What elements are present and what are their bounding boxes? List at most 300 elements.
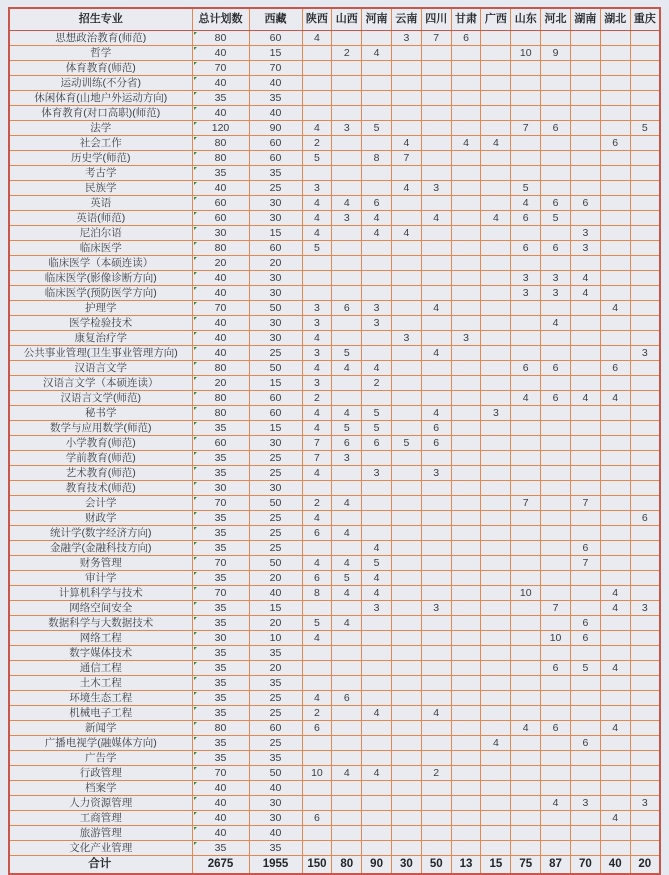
value-cell (302, 256, 332, 271)
value-cell (511, 151, 541, 166)
value-cell (481, 256, 511, 271)
total-value-cell: 30 (391, 856, 421, 875)
value-cell (362, 811, 392, 826)
value-cell (570, 211, 600, 226)
value-cell (630, 571, 660, 586)
value-cell (332, 721, 362, 736)
value-cell: 6 (302, 571, 332, 586)
value-cell (481, 31, 511, 46)
value-cell (421, 316, 451, 331)
value-cell (630, 646, 660, 661)
value-cell (630, 211, 660, 226)
table-row (9, 646, 660, 661)
value-cell (451, 601, 481, 616)
value-cell (541, 91, 571, 106)
value-cell: 4 (302, 421, 332, 436)
value-cell: 35 (192, 841, 249, 856)
value-cell (511, 706, 541, 721)
value-cell (332, 151, 362, 166)
value-cell (421, 721, 451, 736)
value-cell (421, 106, 451, 121)
value-cell (511, 766, 541, 781)
value-cell: 30 (249, 481, 302, 496)
value-cell (600, 571, 630, 586)
value-cell (541, 556, 571, 571)
value-cell: 5 (391, 436, 421, 451)
value-cell: 2 (302, 706, 332, 721)
value-cell (421, 631, 451, 646)
value-cell (630, 301, 660, 316)
value-cell (451, 166, 481, 181)
value-cell: 40 (192, 106, 249, 121)
value-cell (511, 331, 541, 346)
value-cell (481, 286, 511, 301)
value-cell (600, 31, 630, 46)
value-cell (362, 61, 392, 76)
value-cell (302, 61, 332, 76)
value-cell (600, 526, 630, 541)
value-cell: 6 (421, 421, 451, 436)
value-cell (541, 541, 571, 556)
value-cell (302, 781, 332, 796)
value-cell: 4 (391, 226, 421, 241)
value-cell: 35 (249, 91, 302, 106)
value-cell (332, 841, 362, 856)
table-row (9, 391, 660, 406)
value-cell: 30 (249, 796, 302, 811)
column-header: 西藏 (249, 8, 302, 31)
value-cell (630, 826, 660, 841)
value-cell: 35 (192, 706, 249, 721)
value-cell: 4 (362, 226, 392, 241)
value-cell (391, 286, 421, 301)
value-cell: 6 (541, 391, 571, 406)
value-cell (570, 451, 600, 466)
major-name-cell: 临床医学 (9, 241, 192, 256)
value-cell: 80 (192, 391, 249, 406)
value-cell (451, 181, 481, 196)
value-cell: 30 (249, 811, 302, 826)
value-cell (600, 646, 630, 661)
major-name-cell: 土木工程 (9, 676, 192, 691)
column-header: 陕西 (302, 8, 332, 31)
value-cell (451, 151, 481, 166)
value-cell (511, 526, 541, 541)
total-value-cell: 150 (302, 856, 332, 875)
value-cell (630, 196, 660, 211)
value-cell (421, 151, 451, 166)
value-cell (570, 91, 600, 106)
value-cell (481, 391, 511, 406)
major-name-cell: 网络空间安全 (9, 601, 192, 616)
value-cell (421, 46, 451, 61)
value-cell (511, 841, 541, 856)
value-cell: 40 (249, 826, 302, 841)
value-cell (481, 691, 511, 706)
value-cell (481, 451, 511, 466)
value-cell (511, 661, 541, 676)
value-cell (391, 316, 421, 331)
major-name-cell: 医学检验技术 (9, 316, 192, 331)
value-cell (302, 541, 332, 556)
value-cell: 10 (249, 631, 302, 646)
value-cell (332, 466, 362, 481)
value-cell: 15 (249, 226, 302, 241)
value-cell: 4 (302, 211, 332, 226)
value-cell (541, 736, 571, 751)
table-row (9, 181, 660, 196)
value-cell (630, 706, 660, 721)
value-cell: 20 (192, 376, 249, 391)
value-cell (481, 121, 511, 136)
value-cell (600, 541, 630, 556)
value-cell (630, 241, 660, 256)
value-cell (630, 751, 660, 766)
value-cell (302, 841, 332, 856)
major-name-cell: 教育技术(师范) (9, 481, 192, 496)
major-name-cell: 运动训练(不分省) (9, 76, 192, 91)
value-cell (481, 496, 511, 511)
value-cell: 25 (249, 451, 302, 466)
value-cell (391, 766, 421, 781)
value-cell (451, 391, 481, 406)
value-cell (362, 76, 392, 91)
value-cell (332, 181, 362, 196)
value-cell (391, 166, 421, 181)
value-cell (451, 691, 481, 706)
value-cell: 3 (391, 331, 421, 346)
major-name-cell: 尼泊尔语 (9, 226, 192, 241)
value-cell (570, 706, 600, 721)
value-cell (302, 676, 332, 691)
value-cell (332, 271, 362, 286)
value-cell: 25 (249, 181, 302, 196)
value-cell (391, 691, 421, 706)
value-cell (481, 781, 511, 796)
column-header: 重庆 (630, 8, 660, 31)
value-cell (362, 286, 392, 301)
value-cell (600, 46, 630, 61)
value-cell (600, 316, 630, 331)
table-row (9, 91, 660, 106)
value-cell: 9 (541, 46, 571, 61)
value-cell (421, 241, 451, 256)
value-cell: 6 (362, 436, 392, 451)
value-cell: 6 (570, 616, 600, 631)
value-cell (600, 616, 630, 631)
value-cell (630, 316, 660, 331)
value-cell (421, 796, 451, 811)
value-cell: 30 (249, 271, 302, 286)
value-cell (302, 736, 332, 751)
value-cell (630, 106, 660, 121)
total-value-cell: 70 (570, 856, 600, 875)
value-cell (481, 76, 511, 91)
value-cell (332, 166, 362, 181)
value-cell: 2 (332, 46, 362, 61)
value-cell (570, 61, 600, 76)
value-cell (362, 616, 392, 631)
value-cell (362, 496, 392, 511)
value-cell (570, 346, 600, 361)
value-cell (332, 826, 362, 841)
value-cell (391, 361, 421, 376)
value-cell (511, 511, 541, 526)
major-name-cell: 金融学(金融科技方向) (9, 541, 192, 556)
value-cell (451, 556, 481, 571)
value-cell: 3 (302, 376, 332, 391)
value-cell (511, 571, 541, 586)
total-value-cell: 2675 (192, 856, 249, 875)
table-row (9, 796, 660, 811)
value-cell: 60 (192, 211, 249, 226)
value-cell: 2 (302, 136, 332, 151)
value-cell (451, 76, 481, 91)
value-cell (570, 601, 600, 616)
value-cell (391, 571, 421, 586)
major-name-cell: 新闻学 (9, 721, 192, 736)
value-cell (481, 91, 511, 106)
table-row (9, 376, 660, 391)
value-cell (600, 166, 630, 181)
value-cell: 20 (249, 661, 302, 676)
value-cell (332, 31, 362, 46)
major-name-cell: 广告学 (9, 751, 192, 766)
value-cell (332, 796, 362, 811)
value-cell (541, 106, 571, 121)
table-row (9, 751, 660, 766)
table-row (9, 151, 660, 166)
value-cell (451, 286, 481, 301)
value-cell: 4 (391, 181, 421, 196)
value-cell (391, 826, 421, 841)
value-cell (391, 106, 421, 121)
value-cell: 35 (192, 676, 249, 691)
value-cell: 6 (302, 811, 332, 826)
value-cell (481, 586, 511, 601)
value-cell (481, 751, 511, 766)
major-name-cell: 历史学(师范) (9, 151, 192, 166)
value-cell: 4 (362, 211, 392, 226)
value-cell: 6 (332, 691, 362, 706)
table-row (9, 241, 660, 256)
value-cell (511, 256, 541, 271)
value-cell: 4 (511, 391, 541, 406)
value-cell: 6 (511, 361, 541, 376)
value-cell (332, 541, 362, 556)
value-cell (451, 361, 481, 376)
value-cell (362, 346, 392, 361)
value-cell (451, 706, 481, 721)
value-cell: 4 (332, 196, 362, 211)
value-cell: 40 (192, 331, 249, 346)
value-cell: 6 (570, 736, 600, 751)
value-cell (630, 541, 660, 556)
major-name-cell: 临床医学(预防医学方向) (9, 286, 192, 301)
value-cell: 4 (302, 361, 332, 376)
value-cell: 50 (249, 301, 302, 316)
major-name-cell: 行政管理 (9, 766, 192, 781)
value-cell: 40 (192, 826, 249, 841)
value-cell (391, 631, 421, 646)
value-cell (362, 796, 392, 811)
major-name-cell: 档案学 (9, 781, 192, 796)
value-cell: 2 (421, 766, 451, 781)
table-body (9, 31, 660, 875)
value-cell (302, 91, 332, 106)
value-cell (630, 526, 660, 541)
value-cell (481, 631, 511, 646)
value-cell (362, 511, 392, 526)
major-name-cell: 环境生态工程 (9, 691, 192, 706)
value-cell (362, 826, 392, 841)
value-cell: 6 (332, 436, 362, 451)
value-cell (451, 226, 481, 241)
value-cell: 4 (600, 391, 630, 406)
value-cell (391, 406, 421, 421)
value-cell: 3 (362, 316, 392, 331)
value-cell: 25 (249, 346, 302, 361)
value-cell (600, 691, 630, 706)
value-cell (630, 406, 660, 421)
value-cell (570, 301, 600, 316)
value-cell (541, 766, 571, 781)
value-cell: 60 (249, 31, 302, 46)
value-cell: 6 (541, 361, 571, 376)
value-cell (451, 451, 481, 466)
value-cell (332, 676, 362, 691)
value-cell (541, 511, 571, 526)
value-cell: 4 (600, 721, 630, 736)
value-cell: 5 (511, 181, 541, 196)
value-cell (600, 736, 630, 751)
value-cell (541, 136, 571, 151)
value-cell (541, 331, 571, 346)
value-cell: 5 (630, 121, 660, 136)
value-cell: 40 (249, 586, 302, 601)
value-cell: 6 (541, 121, 571, 136)
value-cell (481, 376, 511, 391)
major-name-cell: 民族学 (9, 181, 192, 196)
value-cell (600, 751, 630, 766)
value-cell (421, 61, 451, 76)
value-cell: 35 (192, 511, 249, 526)
value-cell (570, 481, 600, 496)
value-cell (630, 676, 660, 691)
value-cell (391, 466, 421, 481)
value-cell (570, 766, 600, 781)
value-cell: 35 (192, 166, 249, 181)
value-cell (541, 436, 571, 451)
value-cell (332, 706, 362, 721)
value-cell: 3 (541, 286, 571, 301)
value-cell: 6 (570, 631, 600, 646)
value-cell (541, 421, 571, 436)
value-cell (421, 661, 451, 676)
column-header: 广西 (481, 8, 511, 31)
table-row (9, 691, 660, 706)
table-row (9, 451, 660, 466)
value-cell: 6 (541, 241, 571, 256)
value-cell (332, 781, 362, 796)
value-cell (511, 226, 541, 241)
value-cell: 5 (302, 616, 332, 631)
value-cell: 3 (421, 601, 451, 616)
enrollment-plan-table (8, 7, 661, 875)
table-row (9, 301, 660, 316)
value-cell (391, 61, 421, 76)
value-cell: 3 (332, 121, 362, 136)
value-cell (600, 331, 630, 346)
value-cell (570, 751, 600, 766)
value-cell: 7 (421, 31, 451, 46)
value-cell (481, 226, 511, 241)
value-cell: 4 (600, 811, 630, 826)
column-header: 河北 (541, 8, 571, 31)
value-cell (362, 331, 392, 346)
value-cell (451, 541, 481, 556)
value-cell: 3 (302, 301, 332, 316)
value-cell (332, 226, 362, 241)
value-cell (391, 451, 421, 466)
value-cell: 4 (570, 271, 600, 286)
value-cell: 7 (302, 436, 332, 451)
table-row (9, 211, 660, 226)
value-cell (630, 331, 660, 346)
table-row (9, 286, 660, 301)
value-cell (600, 796, 630, 811)
value-cell (451, 676, 481, 691)
value-cell (570, 106, 600, 121)
value-cell (481, 481, 511, 496)
table-row (9, 421, 660, 436)
value-cell (481, 436, 511, 451)
value-cell (600, 841, 630, 856)
value-cell: 40 (192, 781, 249, 796)
value-cell (511, 826, 541, 841)
value-cell (511, 676, 541, 691)
value-cell: 20 (192, 256, 249, 271)
value-cell: 60 (192, 196, 249, 211)
value-cell (600, 376, 630, 391)
value-cell (630, 31, 660, 46)
value-cell: 30 (249, 196, 302, 211)
value-cell: 35 (192, 661, 249, 676)
value-cell (302, 271, 332, 286)
value-cell: 10 (511, 46, 541, 61)
value-cell (332, 736, 362, 751)
value-cell (451, 406, 481, 421)
value-cell: 60 (249, 151, 302, 166)
value-cell (600, 511, 630, 526)
value-cell (511, 136, 541, 151)
value-cell (541, 586, 571, 601)
value-cell (421, 556, 451, 571)
value-cell: 30 (249, 316, 302, 331)
table-row (9, 481, 660, 496)
value-cell (570, 811, 600, 826)
value-cell (332, 316, 362, 331)
value-cell: 35 (192, 646, 249, 661)
value-cell: 7 (302, 451, 332, 466)
value-cell: 3 (570, 796, 600, 811)
value-cell (481, 646, 511, 661)
value-cell (302, 661, 332, 676)
table-row (9, 256, 660, 271)
value-cell (362, 781, 392, 796)
value-cell (630, 361, 660, 376)
value-cell (481, 811, 511, 826)
